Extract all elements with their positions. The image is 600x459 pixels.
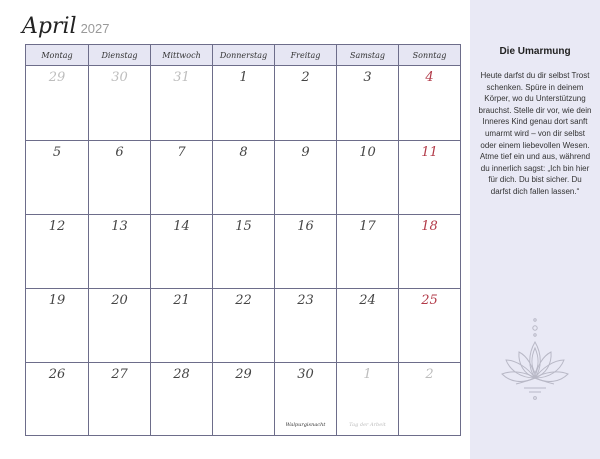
day-number: 27 [111,367,128,382]
month-title [22,14,109,39]
weekday-header-row [26,45,460,66]
day-cell[interactable] [398,140,460,214]
day-number: 17 [359,219,376,234]
day-cell[interactable] [212,214,274,288]
day-cell[interactable] [150,66,212,140]
weekday-7: Sonntag [398,45,460,65]
day-grid [26,66,460,436]
holiday-label: Tag der Arbeit [349,422,386,428]
day-cell[interactable] [398,362,460,436]
day-number: 21 [173,293,190,308]
day-number: 31 [173,70,190,85]
day-number: 24 [359,293,376,308]
day-cell[interactable] [336,288,398,362]
day-number: 1 [363,367,372,382]
sidebar-panel [470,0,600,459]
day-number: 13 [111,219,128,234]
day-cell[interactable] [150,214,212,288]
day-number: 3 [363,70,372,85]
day-cell[interactable] [274,288,336,362]
day-cell[interactable] [26,288,88,362]
day-cell[interactable] [212,66,274,140]
sidebar-text: Heute darfst du dir selbst Trost schenken. Spüre in deinem Körper, wo du Unterstützung brauchst. Stelle dir vor, wie dein Inneres Kind genau dort sanft umarmt wird – von dir selbst oder einem liebevollen Wesen. Atme tief ein und aus, während du innerlich sagst: „Ich bin hier für dich. Du bist sicher. Du darfst dich fallen lassen.“ [478,71,592,196]
day-number: 23 [297,293,314,308]
day-cell[interactable] [88,140,150,214]
day-number: 16 [297,219,314,234]
day-number: 5 [52,145,62,160]
day-number: 30 [297,367,314,382]
weekday-1: Montag [41,50,73,60]
day-number: 20 [111,293,128,308]
day-number: 7 [177,145,186,160]
day-cell[interactable] [26,140,88,214]
day-number: 15 [235,219,252,234]
day-cell[interactable] [336,362,398,436]
day-cell[interactable] [26,214,88,288]
day-number: 12 [48,219,66,234]
day-number: 28 [173,367,190,382]
day-cell[interactable] [274,66,336,140]
day-cell[interactable] [150,362,212,436]
day-number: 2 [425,367,434,382]
day-cell[interactable] [212,288,274,362]
weekday-6: Samstag [336,45,398,65]
weekday-3: Mittwoch [150,45,212,65]
day-cell[interactable] [26,66,88,140]
day-number: 22 [235,293,252,308]
day-number: 29 [48,70,66,85]
day-cell[interactable] [398,214,460,288]
day-cell[interactable] [88,288,150,362]
day-cell[interactable] [274,214,336,288]
day-cell[interactable] [88,362,150,436]
day-cell[interactable] [336,140,398,214]
day-cell[interactable] [26,362,88,436]
day-number: 29 [235,367,252,382]
weekday-4: Donnerstag [212,45,274,65]
day-cell[interactable] [274,140,336,214]
day-number: 19 [48,293,66,308]
day-cell[interactable] [212,362,274,436]
month-name: April [22,14,77,39]
day-number: 11 [421,145,438,160]
month-grid [25,44,461,436]
day-cell[interactable] [398,288,460,362]
day-number: 26 [48,367,66,382]
day-number: 1 [239,70,248,85]
sidebar-heading: Die Umarmung [499,46,571,57]
lotus-icon [494,312,576,402]
year-label: 2027 [80,21,110,36]
day-number: 18 [421,219,438,234]
weekday-5: Freitag [274,45,336,65]
day-cell[interactable] [398,66,460,140]
day-cell[interactable] [336,66,398,140]
day-cell[interactable] [336,214,398,288]
day-number: 14 [173,219,190,234]
day-number: 4 [425,70,434,85]
day-number: 9 [301,145,310,160]
day-cell[interactable] [88,66,150,140]
day-number: 25 [421,293,438,308]
weekday-2: Dienstag [88,45,150,65]
day-number: 2 [301,70,310,85]
day-cell[interactable] [88,214,150,288]
day-cell[interactable] [150,140,212,214]
day-cell[interactable] [274,362,336,436]
day-number: 6 [115,145,124,160]
day-number: 30 [111,70,128,85]
day-number: 8 [239,145,248,160]
day-number: 10 [359,145,376,160]
day-cell[interactable] [212,140,274,214]
holiday-label: Walpurgisnacht [285,422,326,428]
day-cell[interactable] [150,288,212,362]
